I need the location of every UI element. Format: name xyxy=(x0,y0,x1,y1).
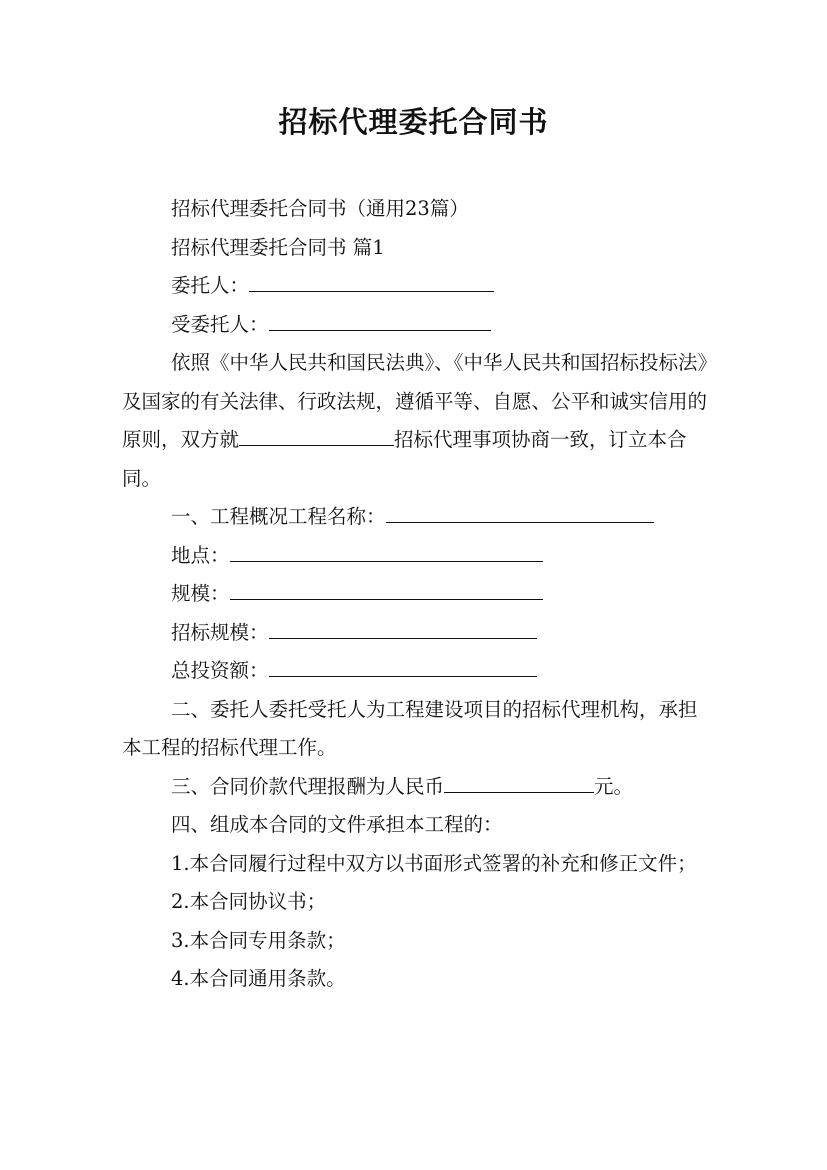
bid-scale-line xyxy=(122,614,712,653)
clause-4-item-2: 2.本合同协议书； xyxy=(171,890,327,913)
clause-4-item-4: 4.本合同通用条款。 xyxy=(171,967,346,990)
clause-4: 四、组成本合同的文件承担本工程的： xyxy=(171,813,503,836)
clause-2: 二、委托人委托受托人为工程建设项目的招标代理机构，承担本工程的招标代理工作。 xyxy=(122,697,698,759)
clause-3 xyxy=(122,768,712,807)
client-label: 委托人： xyxy=(171,274,250,297)
bid-scale-blank xyxy=(269,618,537,639)
document-body xyxy=(122,190,712,999)
project-line xyxy=(122,498,712,537)
client-blank xyxy=(249,271,494,292)
investment-blank xyxy=(269,656,537,677)
client-line xyxy=(122,267,712,306)
document-subtitle: 招标代理委托合同书（通用23篇） xyxy=(171,197,469,220)
scale-line xyxy=(122,575,712,614)
intro-text-b: 招标代理事项协商一致，订立本合同。 xyxy=(122,428,687,490)
project-label: 一、工程概况工程名称： xyxy=(171,505,386,528)
investment-label: 总投资额： xyxy=(171,659,269,682)
location-line xyxy=(122,537,712,576)
matter-blank xyxy=(239,425,394,446)
scale-label: 规模： xyxy=(171,582,230,605)
agent-line xyxy=(122,306,712,345)
bid-scale-label: 招标规模： xyxy=(171,620,269,644)
location-blank xyxy=(230,541,543,562)
intro-text-a: 依照《中华人民共和国民法典》、《中华人民共和国招标投标法》及国家的有关法律、行政法规，遵循平等、自愿、公平和诚实信用的原则，双方就 xyxy=(122,351,708,451)
intro-paragraph xyxy=(122,344,712,498)
clause-3-text-b: 元。 xyxy=(594,774,634,798)
location-label: 地点： xyxy=(171,543,230,567)
agent-blank xyxy=(269,310,491,331)
fee-blank xyxy=(444,772,594,793)
clause-4-item-3: 3.本合同专用条款； xyxy=(171,928,346,952)
document-title: 招标代理委托合同书 xyxy=(278,105,549,139)
agent-label: 受委托人： xyxy=(171,312,269,336)
clause-4-item-1: 1.本合同履行过程中双方以书面形式签署的补充和修正文件； xyxy=(171,851,697,875)
scale-blank xyxy=(230,579,543,600)
investment-line xyxy=(122,652,712,691)
section-heading: 招标代理委托合同书 篇1 xyxy=(171,235,385,259)
clause-3-text-a: 三、合同价款代理报酬为人民币 xyxy=(171,774,445,798)
project-blank xyxy=(386,502,654,523)
